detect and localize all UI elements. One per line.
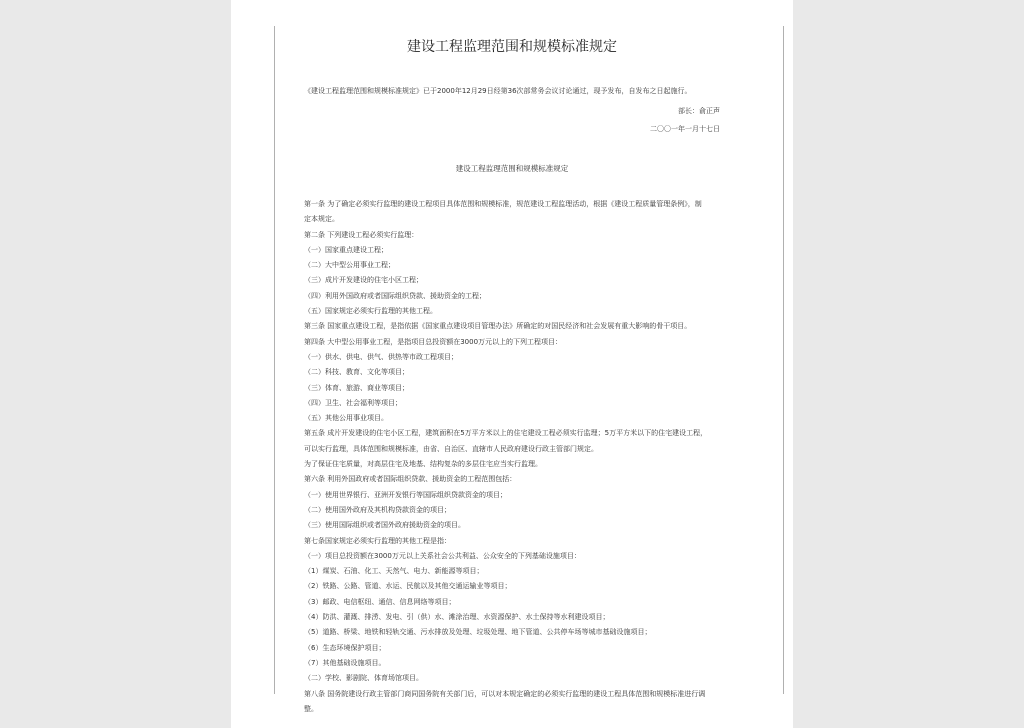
text-line: （二）科技、教育、文化等项目； (304, 368, 409, 377)
text-line: （2）铁路、公路、管道、水运、民航以及其他交通运输业等项目； (304, 582, 512, 591)
text-line: （5）道路、桥梁、地铁和轻轨交通、污水排放及处理、垃圾处理、地下管道、公共停车场等城市基础设施项目； (304, 628, 652, 637)
text-line: （6）生态环境保护项目； (304, 643, 386, 652)
text-line: （一）国家重点建设工程； (304, 245, 388, 254)
text-line: 为了保证住宅质量，对高层住宅及地基、结构复杂的多层住宅应当实行监理。 (304, 460, 542, 469)
signature-role: 部长：俞正声 (678, 107, 720, 115)
text-line: （一）供水、供电、供气、供热等市政工程项目； (304, 352, 458, 361)
text-line: （五）国家规定必须实行监理的其他工程。 (304, 307, 437, 316)
text-line: 第四条 大中型公用事业工程，是指项目总投资额在3000万元以上的下列工程项目： (304, 337, 563, 346)
text-line: （五）其他公用事业项目。 (304, 414, 388, 423)
text-line: （一）使用世界银行、亚洲开发银行等国际组织贷款资金的项目； (304, 490, 507, 499)
text-line: （二）大中型公用事业工程； (304, 261, 395, 270)
text-line: （1）煤炭、石油、化工、天然气、电力、新能源等项目； (304, 567, 484, 576)
text-line: （7）其他基础设施项目。 (304, 658, 386, 667)
text-line: 第五条 成片开发建设的住宅小区工程，建筑面积在5万平方米以上的住宅建设工程必须实行监理；5万平方米以下的住宅建设工程， (304, 429, 708, 438)
text-line: 第八条 国务院建设行政主管部门商同国务院有关部门后，可以对本规定确定的必须实行监理的建设工程具体范围和规模标准进行调 (304, 689, 706, 698)
signature-date: 二〇〇一年一月十七日 (650, 125, 720, 133)
text-line: 定本规定。 (304, 215, 339, 224)
document-title: 建设工程监理范围和规模标准规定 (407, 39, 617, 55)
document-body (304, 197, 734, 717)
text-line: （四）利用外国政府或者国际组织贷款、援助资金的工程； (304, 291, 486, 300)
text-line: 第三条 国家重点建设工程，是指依据《国家重点建设项目管理办法》所确定的对国民经济和社会发展有重大影响的骨干项目。 (304, 322, 692, 331)
text-line: 整。 (304, 704, 318, 713)
text-line: 第二条 下列建设工程必须实行监理： (304, 230, 419, 239)
scrollbar[interactable] (1016, 0, 1024, 728)
intro-paragraph: 《建设工程监理范围和规模标准规定》已于2000年12月29日经第36次部常务会议讨论通过，现予发布，自发布之日起施行。 (304, 87, 692, 95)
text-line: 第六条 利用外国政府或者国际组织贷款、援助资金的工程范围包括： (304, 475, 517, 484)
text-line: （3）邮政、电信枢纽、通信、信息网络等项目； (304, 597, 456, 606)
text-line: （二）学校、影剧院、体育场馆项目。 (304, 674, 423, 683)
text-line: （三）使用国际组织或者国外政府援助资金的项目。 (304, 521, 465, 530)
text-line: （二）使用国外政府及其机构贷款资金的项目； (304, 505, 451, 514)
text-line: （三）成片开发建设的住宅小区工程； (304, 276, 423, 285)
text-line: 第七条国家规定必须实行监理的其他工程是指： (304, 536, 451, 545)
document-subtitle: 建设工程监理范围和规模标准规定 (455, 164, 569, 173)
text-line: （四）卫生、社会福利等项目； (304, 398, 402, 407)
text-line: （一）项目总投资额在3000万元以上关系社会公共利益、公众安全的下列基础设施项目： (304, 551, 581, 560)
text-line: （4）防洪、灌溉、排涝、发电、引（供）水、滩涂治理、水资源保护、水土保持等水利建设项目； (304, 613, 610, 622)
text-line: 第一条 为了确定必须实行监理的建设工程项目具体范围和规模标准，规范建设工程监理活动，根据《建设工程质量管理条例》，制 (304, 200, 702, 208)
text-line: （三）体育、旅游、商业等项目； (304, 383, 409, 392)
text-line: 可以实行监理，具体范围和规模标准，由省、自治区、直辖市人民政府建设行政主管部门规定。 (304, 444, 598, 453)
